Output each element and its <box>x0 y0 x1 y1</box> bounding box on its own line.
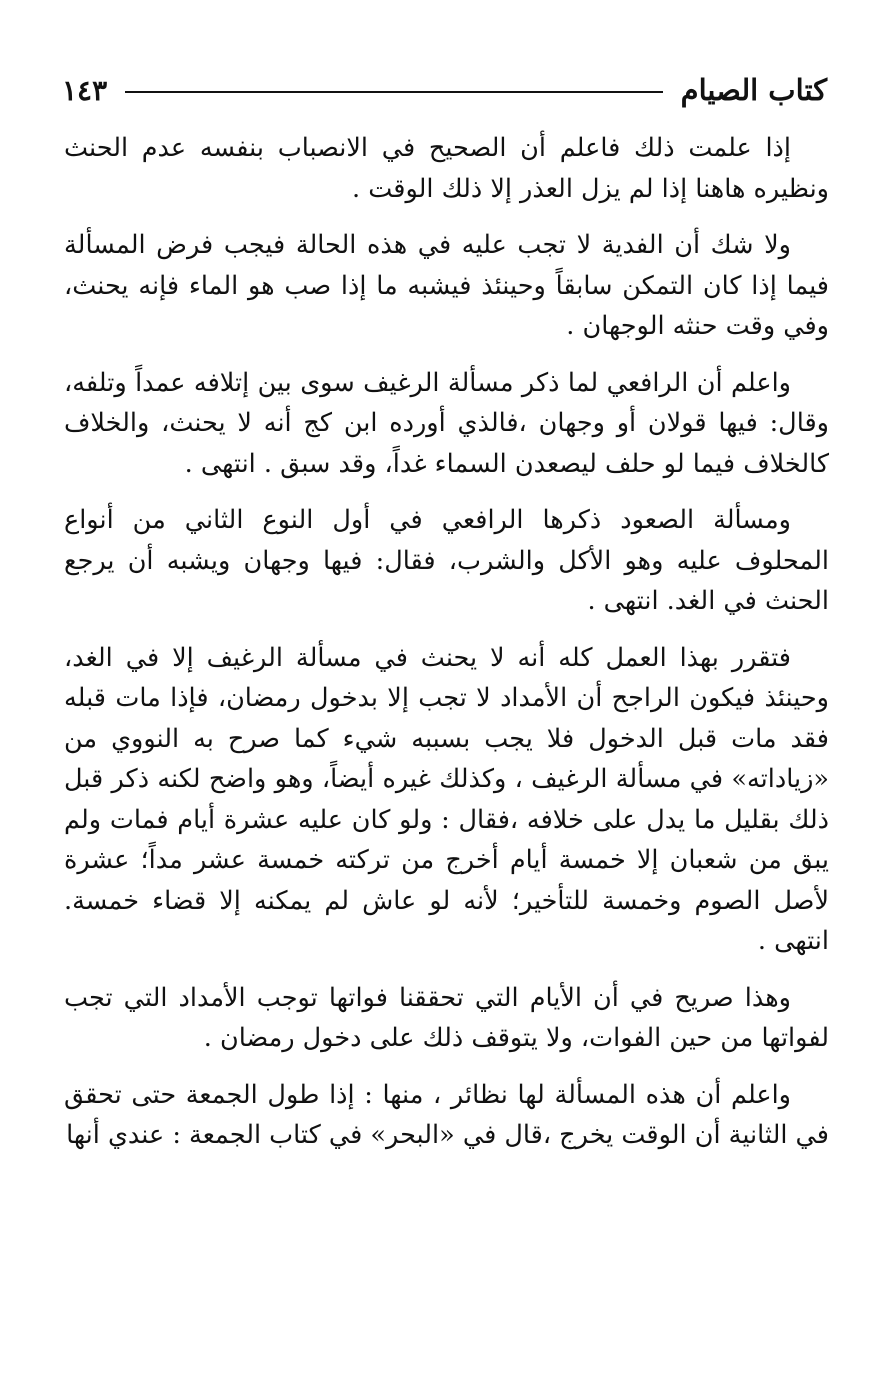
paragraph-7: واعلم أن هذه المسألة لها نظائر ، منها : إذا طول الجمعة حتى تحقق في الثانية أن الوقت يخرج ،قال في «البحر» في كتاب الجمعة : عندي أنها <box>64 1079 829 1150</box>
paragraph-5: فتقرر بهذا العمل كله أنه لا يحنث في مسألة الرغيف إلا في الغد، وحينئذ فيكون الراجح أن الأمداد لا تجب إلا بدخول رمضان، فإذا مات قبله فقد مات قبل الدخول فلا يجب بسببه شيء كما صرح به النووي من «زياداته» في مسألة الرغيف ، وكذلك غيره أيضاً، وهو واضح لكنه ذكر قبل ذلك بقليل ما يدل على خلافه ،فقال : ولو كان عليه عشرة أيام فمات ولم يبق من شعبان إلا خمسة أيام أخرج من تركته خمسة عشر مداً؛ عشرة لأصل الصوم وخمسة للتأخير؛ لأنه لو عاش لم يمكنه إلا قضاء خمسة. انتهى . <box>64 642 829 956</box>
book-title: كتاب الصيام <box>680 73 827 107</box>
paragraph-6: وهذا صريح في أن الأيام التي تحققنا فواتها توجب الأمداد التي تجب لفواتها من حين الفوات، ولا يتوقف ذلك على دخول رمضان . <box>64 982 829 1053</box>
paragraph-2: ولا شك أن الفدية لا تجب عليه في هذه الحالة فيجب فرض المسألة فيما إذا كان التمكن سابقاً وحينئذ فيشبه ما إذا صب هو الماء فإنه يحنث، وفي وقت حنثه الوجهان . <box>64 230 829 341</box>
paragraph-1: إذا علمت ذلك فاعلم أن الصحيح في الانصباب بنفسه عدم الحنث ونظيره هاهنا إذا لم يزل العذر إلا ذلك الوقت . <box>64 133 829 204</box>
running-header <box>62 70 827 110</box>
header-rule <box>125 91 663 93</box>
page-number: ١٤٣ <box>62 73 108 107</box>
paragraph-3: واعلم أن الرافعي لما ذكر مسألة الرغيف سوى بين إتلافه عمداً وتلفه، وقال: فيها قولان أو وجهان ،فالذي أورده ابن كج أنه لا يحنث، والخلاف كالخلاف فيما لو حلف ليصعدن السماء غداً، وقد سبق . انتهى . <box>64 367 829 479</box>
paragraph-4: ومسألة الصعود ذكرها الرافعي في أول النوع الثاني من أنواع المحلوف عليه وهو الأكل والشرب، فقال: فيها وجهان ويشبه أن يرجع الحنث في الغد. انتهى . <box>64 505 829 616</box>
body-text <box>64 128 829 1172</box>
